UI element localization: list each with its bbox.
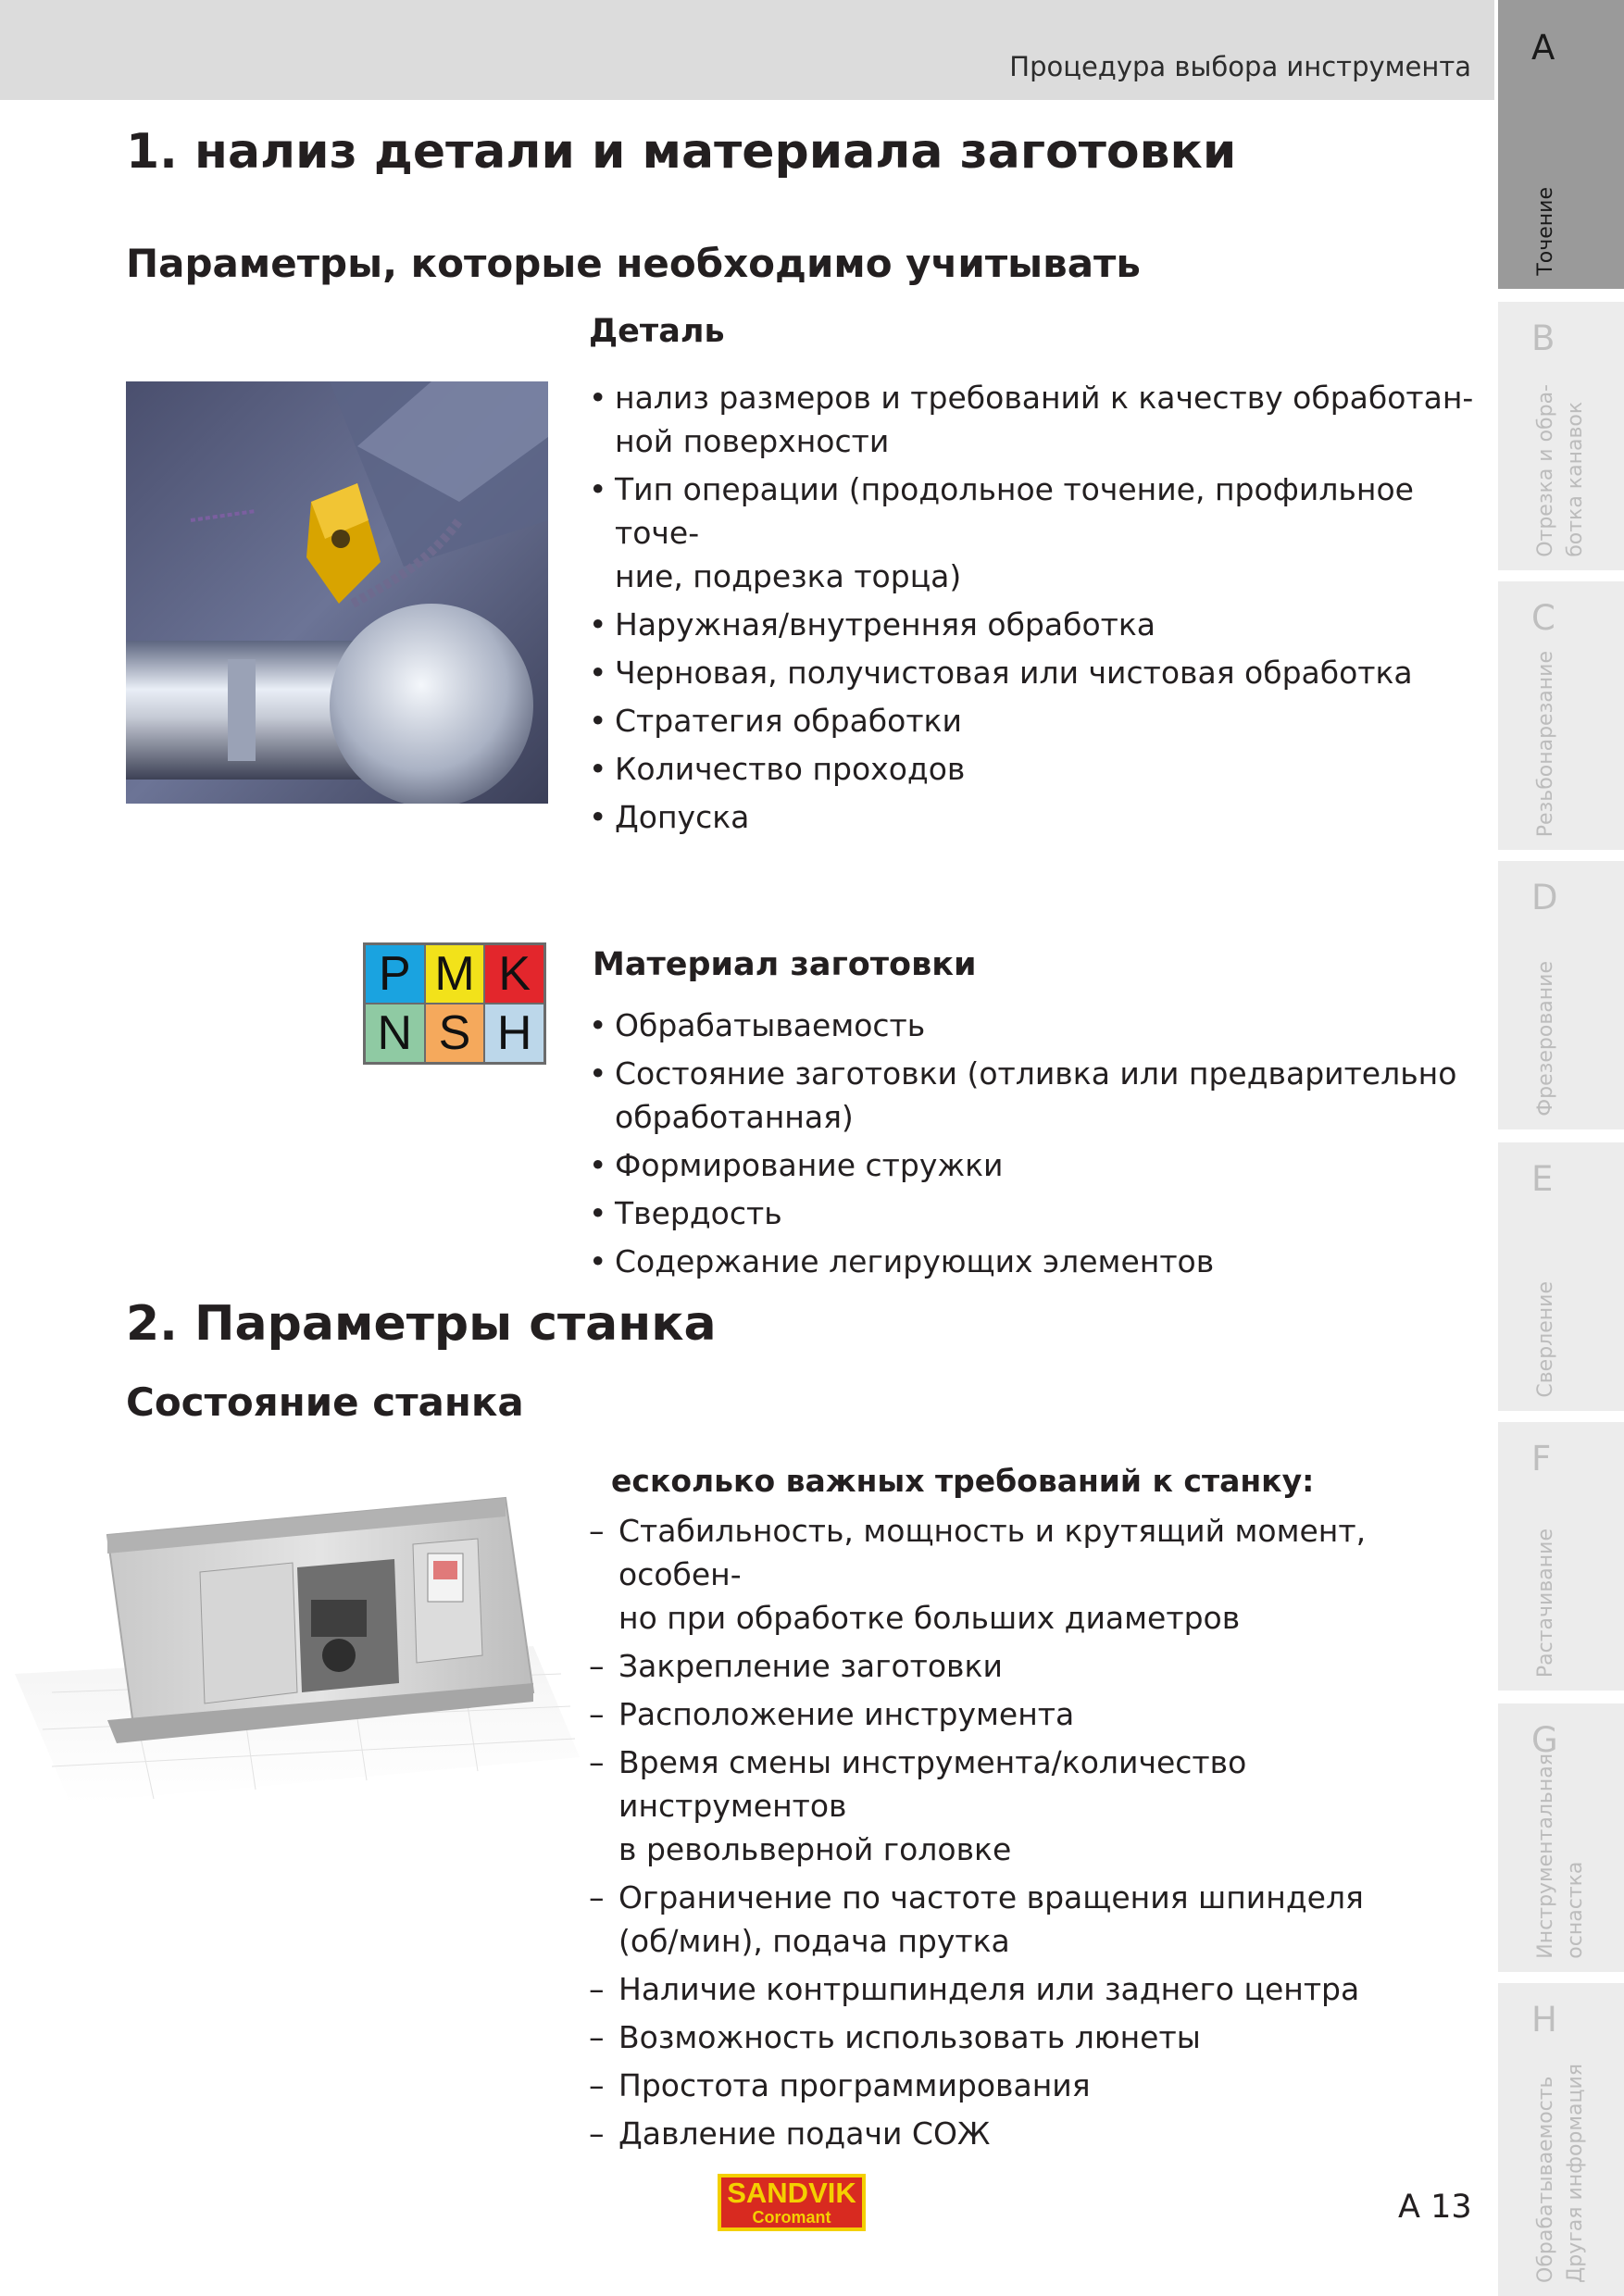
chapter-tab-g[interactable] [1498, 1703, 1624, 1972]
material-cell-p: P [365, 944, 425, 1004]
list-item: – Наличие контршпинделя или заднего центра [589, 1971, 1360, 2007]
chapter-letter: G [1531, 1720, 1558, 1760]
machine-intro: есколько важных требований к станку: [611, 1463, 1315, 1499]
chapter-label: Сверление [1534, 1281, 1557, 1398]
chapter-letter: B [1531, 318, 1555, 358]
chapter-label: Инструментальная оснастка [1534, 1753, 1587, 1959]
chapter-tab-c[interactable] [1498, 581, 1624, 850]
chapter-tab-d[interactable] [1498, 861, 1624, 1129]
chapter-letter: F [1531, 1439, 1552, 1479]
header-band [0, 0, 1494, 100]
list-item: – Возможность использовать люнеты [589, 2019, 1201, 2055]
section-1-title: 1. нализ детали и материала заготовки [126, 124, 1237, 180]
chapter-tabs [1498, 0, 1624, 2296]
chapter-tab-a[interactable] [1498, 0, 1624, 289]
chapter-label: Фрезерование [1534, 961, 1557, 1117]
chapter-letter: D [1531, 878, 1558, 917]
chapter-tab-b[interactable] [1498, 302, 1624, 570]
material-cell-n: N [365, 1004, 425, 1063]
list-item: • Формирование стружки [589, 1147, 1004, 1183]
section-1-subtitle: Параметры, которые необходимо учитывать [126, 241, 1141, 286]
list-item: • Твердость [589, 1195, 782, 1231]
material-heading: Материал заготовки [593, 946, 977, 983]
list-item: • Наружная/внутренняя обработка [589, 606, 1156, 643]
list-item: • Содержание легирующих элементов [589, 1243, 1215, 1279]
detail-heading: Деталь [589, 313, 725, 350]
list-item: • Количество проходов [589, 751, 966, 787]
pmk-material-grid [363, 942, 546, 1065]
page-number: A 13 [1398, 2189, 1472, 2226]
chapter-label: Отрезка и обра- ботка канавок [1534, 384, 1587, 557]
chapter-tab-f[interactable] [1498, 1422, 1624, 1691]
list-item: • Обрабатываемость [589, 1007, 926, 1043]
chapter-letter: E [1531, 1159, 1554, 1199]
list-item: • Допуска [589, 799, 750, 835]
list-item: – Простота программирования [589, 2067, 1091, 2103]
chapter-label: Точение [1534, 187, 1557, 276]
list-item: • Состояние заготовки (отливка или предварительно обработанная) [589, 1055, 1457, 1135]
detail-list [589, 376, 1478, 843]
material-cell-h: H [484, 1004, 544, 1063]
material-cell-k: K [484, 944, 544, 1004]
list-item: • Тип операции (продольное точение, профильное точе- ние, подрезка торца) [589, 471, 1414, 594]
chapter-letter: C [1531, 598, 1555, 638]
list-item: – Ограничение по частоте вращения шпинделя (об/мин), подача прутка [589, 1879, 1364, 1959]
cnc-lathe-image [15, 1461, 580, 1813]
sandvik-coromant-logo: SANDVIK Coromant [718, 2174, 866, 2231]
list-item: • Черновая, получистовая или чистовая обработка [589, 655, 1413, 691]
chapter-tab-e[interactable] [1498, 1142, 1624, 1411]
chapter-label: Обрабатываемость Другая информация [1534, 2064, 1587, 2283]
chapter-label: Растачивание [1534, 1528, 1557, 1678]
list-item: – Закрепление заготовки [589, 1648, 1003, 1684]
turning-insert-photo [126, 381, 548, 804]
chapter-letter: H [1531, 2000, 1557, 2040]
section-2-title: 2. Параметры станка [126, 1296, 717, 1352]
list-item: – Расположение инструмента [589, 1696, 1075, 1732]
chapter-tab-h[interactable] [1498, 1983, 1624, 2296]
material-list [589, 1004, 1478, 1288]
material-cell-m: M [425, 944, 485, 1004]
chapter-letter: A [1531, 28, 1555, 68]
running-header: Процедура выбора инструмента [1009, 51, 1471, 82]
machine-requirements-list [589, 1509, 1478, 2160]
list-item: – Стабильность, мощность и крутящий момент, особен- но при обработке больших диаметров [589, 1513, 1367, 1636]
chapter-label: Резьбонарезание [1534, 650, 1557, 837]
list-item: • Стратегия обработки [589, 703, 962, 739]
list-item: • нализ размеров и требований к качеству обработан- ной поверхности [589, 380, 1474, 459]
list-item: – Время смены инструмента/количество инструментов в револьверной головке [589, 1744, 1247, 1867]
material-cell-s: S [425, 1004, 485, 1063]
list-item: – Давление подачи СОЖ [589, 2115, 991, 2152]
section-2-subtitle: Состояние станка [126, 1379, 524, 1425]
